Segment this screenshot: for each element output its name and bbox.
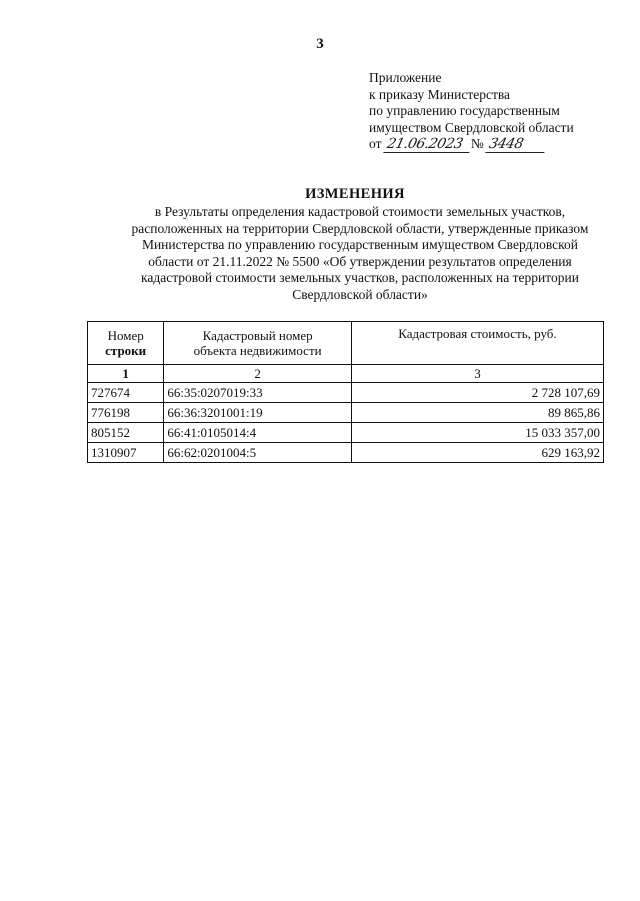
appendix-line-4: имуществом Свердловской области	[369, 119, 574, 135]
table-row	[88, 383, 604, 403]
number-label: №	[470, 136, 484, 151]
cell-cadastral-value: 2 728 107,69	[351, 383, 603, 403]
cell-line-number: 1310907	[88, 443, 164, 463]
index-cell: 1	[88, 365, 164, 383]
cell-cadastral-number: 66:35:0207019:33	[164, 383, 352, 403]
cell-cadastral-value: 629 163,92	[351, 443, 603, 463]
handwritten-date: 21.06.2023	[383, 137, 472, 153]
header-cadastral-number-1: Кадастровый номер	[202, 327, 313, 343]
header-cadastral-value: Кадастровая стоимость, руб.	[351, 322, 603, 365]
appendix-line-3: по управлению государственным	[369, 103, 560, 118]
page-number: 3	[316, 36, 324, 52]
document-title: ИЗМЕНЕНИЯ	[305, 186, 405, 202]
header-line-number	[88, 322, 164, 365]
header-line-number-2: строки	[105, 343, 147, 358]
subtitle-line: области от 21.11.2022 № 5500 «Об утверждении результатов определения	[148, 253, 572, 269]
appendix-line-date	[369, 136, 574, 153]
document-subtitle	[100, 204, 620, 304]
cell-line-number: 727674	[88, 383, 164, 403]
table-row	[88, 443, 604, 463]
subtitle-line: кадастровой стоимости земельных участков, расположенных на территории	[141, 270, 579, 286]
header-cadastral-number-2: объекта недвижимости	[193, 343, 322, 358]
table-index-row	[88, 365, 604, 383]
cell-cadastral-value: 89 865,86	[351, 403, 603, 423]
cell-line-number: 805152	[88, 423, 164, 443]
appendix-line-2: к приказу Министерства	[369, 86, 511, 102]
subtitle-line: Министерства по управлению государственным имуществом Свердловской	[141, 237, 579, 253]
subtitle-line: расположенных на территории Свердловской области, утвержденные приказом	[131, 220, 589, 236]
cell-cadastral-number: 66:62:0201004:5	[164, 443, 352, 463]
table-row	[88, 403, 604, 423]
subtitle-line: Свердловской области»	[292, 286, 428, 302]
table-row	[88, 423, 604, 443]
handwritten-number: 3448	[485, 137, 547, 153]
header-line-number-1: Номер	[107, 327, 144, 343]
appendix-block	[369, 70, 574, 153]
cadastral-table	[87, 321, 604, 463]
cell-cadastral-value: 15 033 357,00	[351, 423, 603, 443]
index-cell: 3	[351, 365, 603, 383]
cell-line-number: 776198	[88, 403, 164, 423]
from-label: от	[369, 136, 382, 151]
table-header-row	[88, 322, 604, 365]
header-cadastral-number	[164, 322, 352, 365]
cell-cadastral-number: 66:41:0105014:4	[164, 423, 352, 443]
subtitle-line: в Результаты определения кадастровой стоимости земельных участков,	[154, 204, 566, 219]
cell-cadastral-number: 66:36:3201001:19	[164, 403, 352, 423]
appendix-line-1: Приложение	[369, 70, 442, 85]
index-cell: 2	[164, 365, 352, 383]
